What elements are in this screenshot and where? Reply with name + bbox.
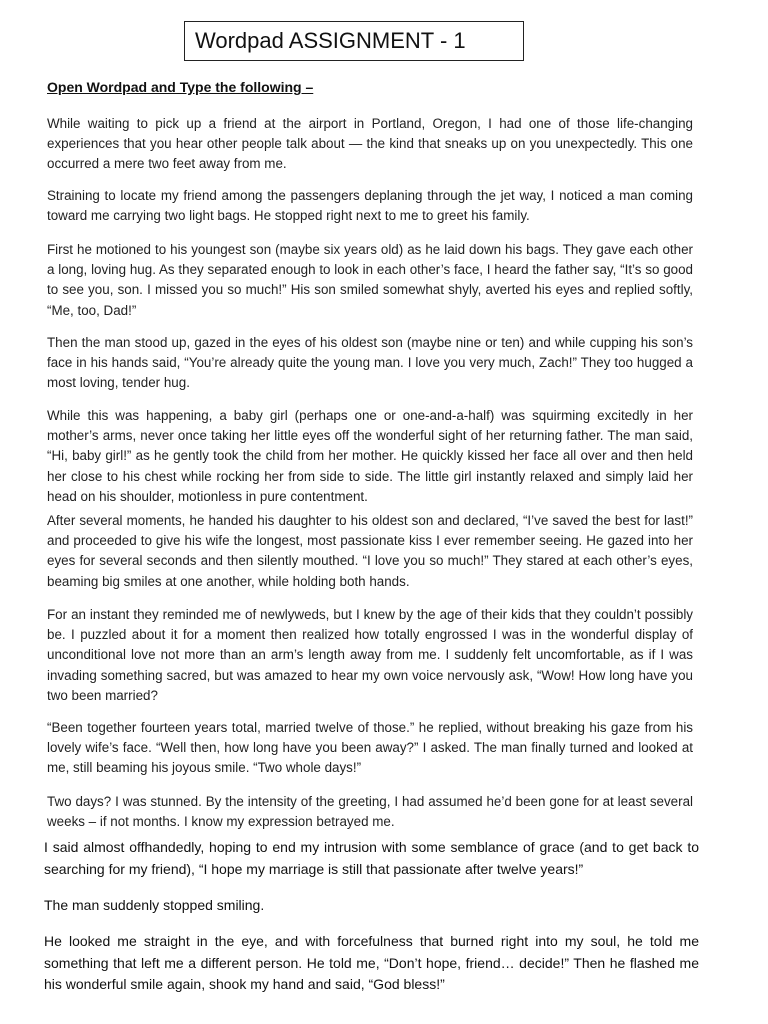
paragraph-8: “Been together fourteen years total, married twelve of those.” he replied, without breaking his gaze from his lovely wife’s face. “Well then, how long have you been away?” I asked. The man finally turned and looked at me, still beaming his joyous smile. “Two whole days!” — [47, 720, 693, 776]
paragraph-6: After several moments, he handed his daughter to his oldest son and declared, “I’ve saved the best for last!” and proceeded to give his wife the longest, most passionate kiss I ever remember seeing. He gazed into her eyes for several seconds and then silently mouthed. “I love you so much!” They stared at each other’s eyes, beaming big smiles at one another, while holding both hands. — [47, 513, 693, 589]
paragraph-10: I said almost offhandedly, hoping to end my intrusion with some semblance of grace (and to get back to searching for my friend), “I hope my marriage is still that passionate after twelve years!” — [44, 839, 699, 877]
paragraph-7: For an instant they reminded me of newlyweds, but I knew by the age of their kids that they couldn’t possibly be. I puzzled about it for a moment then realized how totally engrossed I was in the wonderful display of unconditional love not more than an arm’s length away from me. I suddenly felt uncomfortable, as if I was invading something sacred, but was amazed to hear my own voice nervously ask, “Wow! How long have you two been married? — [47, 607, 693, 703]
paragraph-11: The man suddenly stopped smiling. — [44, 897, 265, 913]
paragraph-4: Then the man stood up, gazed in the eyes of his oldest son (maybe nine or ten) and while cupping his son’s face in his hands said, “You’re already quite the young man. I love you very much, Zach!” They too hugged a most loving, tender hug. — [47, 335, 693, 391]
paragraph-3: First he motioned to his youngest son (maybe six years old) as he laid down his bags. They gave each other a long, loving hug. As they separated enough to look in each other’s face, I heard the father say, “It’s so good to see you, son. I missed you so much!” His son smiled somewhat shyly, averted his eyes and replied softly, “Me, too, Dad!” — [47, 242, 693, 318]
paragraph-9: Two days? I was stunned. By the intensity of the greeting, I had assumed he’d been gone for at least several weeks – if not months. I know my expression betrayed me. — [47, 794, 693, 830]
paragraph-2: Straining to locate my friend among the passengers deplaning through the jet way, I noticed a man coming toward me carrying two light bags. He stopped right next to me to greet his family. — [47, 188, 693, 224]
paragraph-5: While this was happening, a baby girl (perhaps one or one-and-a-half) was squirming excitedly in her mother’s arms, never once taking her little eyes off the wonderful sight of her returning father. The man said, “Hi, baby girl!” as he gently took the child from her mother. He quickly kissed her face all over and then held her close to his chest while rocking her from side to side. The little girl instantly relaxed and simply laid her head on his shoulder, motionless in pure contentment. — [47, 408, 693, 504]
paragraph-1: While waiting to pick up a friend at the airport in Portland, Oregon, I had one of those life-changing experiences that you hear other people talk about — the kind that sneaks up on you unexpectedly. This one occurred a mere two feet away from me. — [47, 116, 693, 172]
paragraph-12: He looked me straight in the eye, and with forcefulness that burned right into my soul, he told me something that left me a different person. He told me, “Don’t hope, friend… decide!” Then he flashed me his wonderful smile again, shook my hand and said, “God bless!” — [44, 933, 699, 992]
assignment-title: Wordpad ASSIGNMENT - 1 — [184, 21, 524, 61]
instruction-heading: Open Wordpad and Type the following – — [47, 79, 314, 95]
